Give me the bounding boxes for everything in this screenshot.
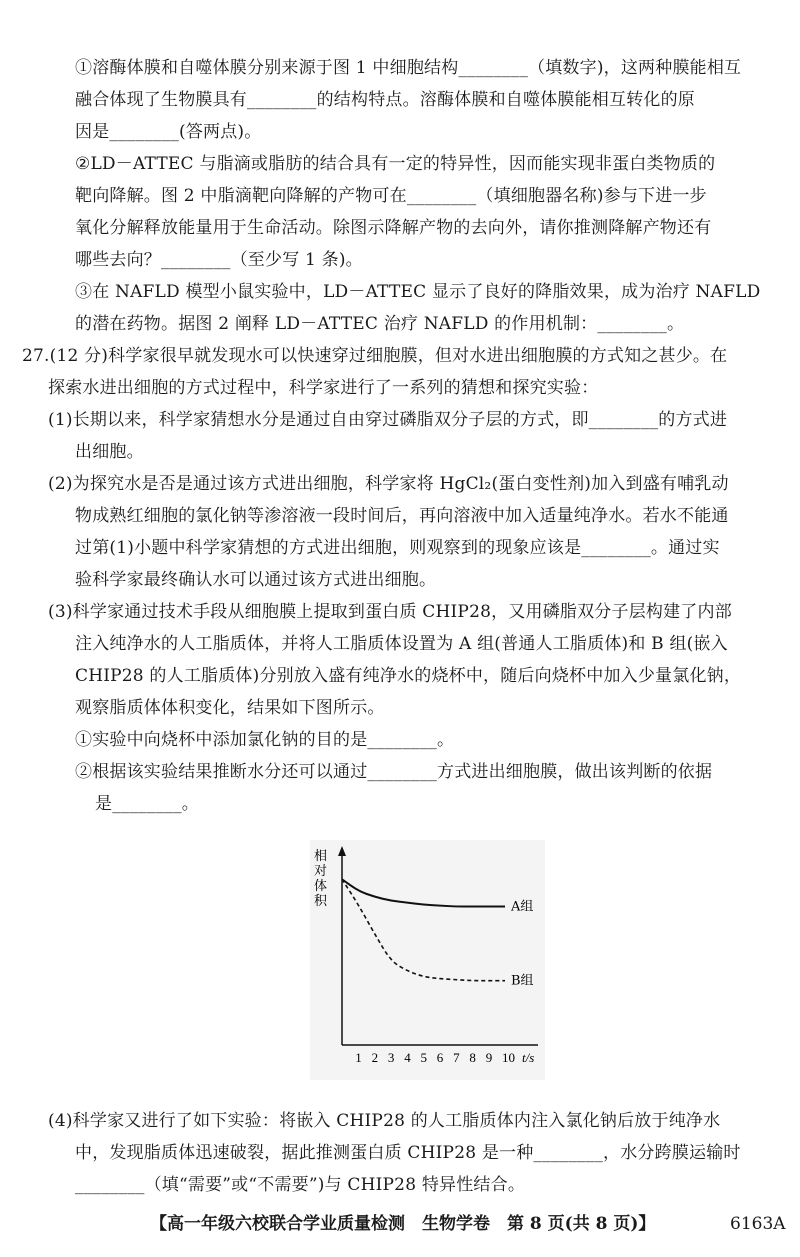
y-axis-label xyxy=(314,848,328,909)
text-line: 的潜在药物。据图 2 阐释 LD－ATTEC 治疗 NAFLD 的作用机制：________。 xyxy=(75,314,685,334)
x-tick-label: 1 xyxy=(355,1050,362,1065)
text-line: ①溶酶体膜和自噬体膜分别来源于图 1 中细胞结构________（填数字)，这两种膜能相互 xyxy=(75,58,742,78)
text-line: 过第(1)小题中科学家猜想的方式进出细胞，则观察到的现象应该是________。通过实 xyxy=(75,538,720,558)
text-line: 氧化分解释放能量用于生命活动。除图示降解产物的去向外，请你推测降解产物还有 xyxy=(75,218,712,238)
text-line: ①实验中向烧杯中添加氯化钠的目的是________。 xyxy=(75,730,455,750)
text-line: 融合体现了生物膜具有________的结构特点。溶酶体膜和自噬体膜能相互转化的原 xyxy=(75,90,695,110)
text-line: 哪些去向？________（至少写 1 条)。 xyxy=(75,250,363,270)
text-line: (4)科学家又进行了如下实验：将嵌入 CHIP28 的人工脂质体内注入氯化钠后放于纯净水 xyxy=(48,1111,721,1131)
x-tick-label: 3 xyxy=(387,1050,395,1065)
x-tick-label: 7 xyxy=(453,1050,460,1065)
text-line: 注入纯净水的人工脂质体，并将人工脂质体设置为 A 组(普通人工脂质体)和 B 组(嵌入 xyxy=(75,634,728,654)
text-line: 因是________(答两点)。 xyxy=(75,122,262,142)
y-axis-label-char: 对 xyxy=(314,864,328,879)
text-line: 中，发现脂质体迅速破裂，据此推测蛋白质 CHIP28 是一种________，水分跨膜运输时 xyxy=(75,1143,741,1163)
y-axis-label-char: 体 xyxy=(314,879,328,894)
text-line: 出细胞。 xyxy=(75,442,144,462)
series-label: B组 xyxy=(511,973,534,989)
x-tick-label: 10 xyxy=(502,1050,515,1065)
text-line: 靶向降解。图 2 中脂滴靶向降解的产物可在________（填细胞器名称)参与下进一步 xyxy=(75,186,707,206)
text-line: ②LD－ATTEC 与脂滴或脂肪的结合具有一定的特异性，因而能实现非蛋白类物质的 xyxy=(75,154,716,174)
x-tick-label: 6 xyxy=(436,1050,444,1065)
footer-code: 6163A xyxy=(730,1214,786,1234)
text-line: (2)为探究水是否是通过该方式进出细胞，科学家将 HgCl₂(蛋白变性剂)加入到盛有哺乳动 xyxy=(48,474,729,494)
x-tick-label: 9 xyxy=(485,1050,493,1065)
x-tick-label: 4 xyxy=(404,1050,411,1065)
text-line: ________（填“需要”或“不需要”)与 CHIP28 特异性结合。 xyxy=(75,1175,526,1195)
text-line: ②根据该实验结果推断水分还可以通过________方式进出细胞膜，做出该判断的依据 xyxy=(75,762,713,782)
y-axis-label-char: 积 xyxy=(314,894,328,909)
text-line: 观察脂质体体积变化，结果如下图所示。 xyxy=(75,698,385,718)
x-axis-label: t/s xyxy=(522,1050,535,1065)
volume-line-chart xyxy=(310,840,545,1080)
text-line: 验科学家最终确认水可以通过该方式进出细胞。 xyxy=(75,570,437,590)
text-line: 探索水进出细胞的方式过程中，科学家进行了一系列的猜想和探究实验： xyxy=(48,378,599,398)
y-axis-label-char: 相 xyxy=(314,849,328,864)
footer-title: 【高一年级六校联合学业质量检测 生物学卷 第 8 页(共 8 页)】 xyxy=(150,1214,656,1234)
text-line: 是________。 xyxy=(95,794,199,814)
text-line: CHIP28 的人工脂质体)分别放入盛有纯净水的烧杯中，随后向烧杯中加入少量氯化钠， xyxy=(75,666,742,686)
text-line: 27.(12 分)科学家很早就发现水可以快速穿过细胞膜，但对水进出细胞膜的方式知之甚少。在 xyxy=(22,346,728,366)
chart-background xyxy=(310,840,545,1080)
series-label: A组 xyxy=(511,899,534,915)
x-tick-label: 8 xyxy=(469,1050,476,1065)
x-tick-label: 5 xyxy=(420,1050,427,1065)
text-line: 物成熟红细胞的氯化钠等渗溶液一段时间后，再向溶液中加入适量纯净水。若水不能通 xyxy=(75,506,729,526)
text-line: (3)科学家通过技术手段从细胞膜上提取到蛋白质 CHIP28，又用磷脂双分子层构建了内部 xyxy=(48,602,732,622)
text-line: ③在 NAFLD 模型小鼠实验中，LD－ATTEC 显示了良好的降脂效果，成为治疗 NAFLD xyxy=(75,282,761,302)
x-tick-label: 2 xyxy=(371,1050,379,1065)
text-line: (1)长期以来，科学家猜想水分是通过自由穿过磷脂双分子层的方式，即________的方式进 xyxy=(48,410,728,430)
